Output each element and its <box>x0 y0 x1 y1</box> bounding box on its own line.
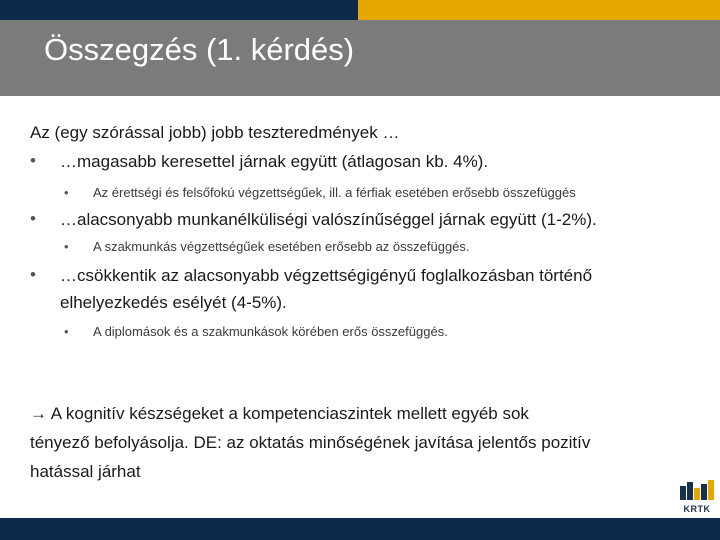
point-3-line-2: elhelyezkedés esélyét (4-5%). <box>60 293 287 312</box>
point-2-line-1: …alacsonyabb munkanélküliségi valószínűséggel járnak együtt (1-2%). <box>60 210 597 229</box>
bullet-3: • <box>30 265 36 284</box>
bullet-1: • <box>30 151 36 170</box>
bullet-2: • <box>30 209 36 228</box>
bottom-bar <box>0 518 720 540</box>
point-1-line-1: …magasabb keresettel járnak együtt (átlagosan kb. 4%). <box>60 152 489 171</box>
sub-bullet-3: • <box>64 324 69 339</box>
conclusion-line-1: → A kognitív készségeket a kompetenciaszintek mellett egyéb sok <box>30 404 529 423</box>
conclusion-line-2: tényező befolyásolja. DE: az oktatás minőségének javítása jelentős pozitív <box>30 433 591 452</box>
krtk-logo-mark-icon <box>678 478 716 504</box>
intro-text: Az (egy szórással jobb) jobb teszteredmények … <box>30 123 400 142</box>
logo-text: KRTK <box>683 504 711 514</box>
point-3-sub: A diplomások és a szakmunkások körében erős összefüggés. <box>93 324 448 339</box>
sub-bullet-1: • <box>64 185 69 200</box>
point-2-sub: A szakmunkás végzettségűek esetében erősebb az összefüggés. <box>93 239 470 254</box>
point-1-sub: Az érettségi és felsőfokú végzettségűek, ill. a férfiak esetében erősebb összefüggés <box>93 185 576 200</box>
sub-bullet-2: • <box>64 239 69 254</box>
slide-title: Összegzés (1. kérdés) <box>44 32 355 67</box>
point-3-line-1: …csökkentik az alacsonyabb végzettségigényű foglalkozásban történő <box>60 266 593 285</box>
conclusion-line-3: hatással járhat <box>30 462 141 481</box>
krtk-logo <box>678 478 716 516</box>
